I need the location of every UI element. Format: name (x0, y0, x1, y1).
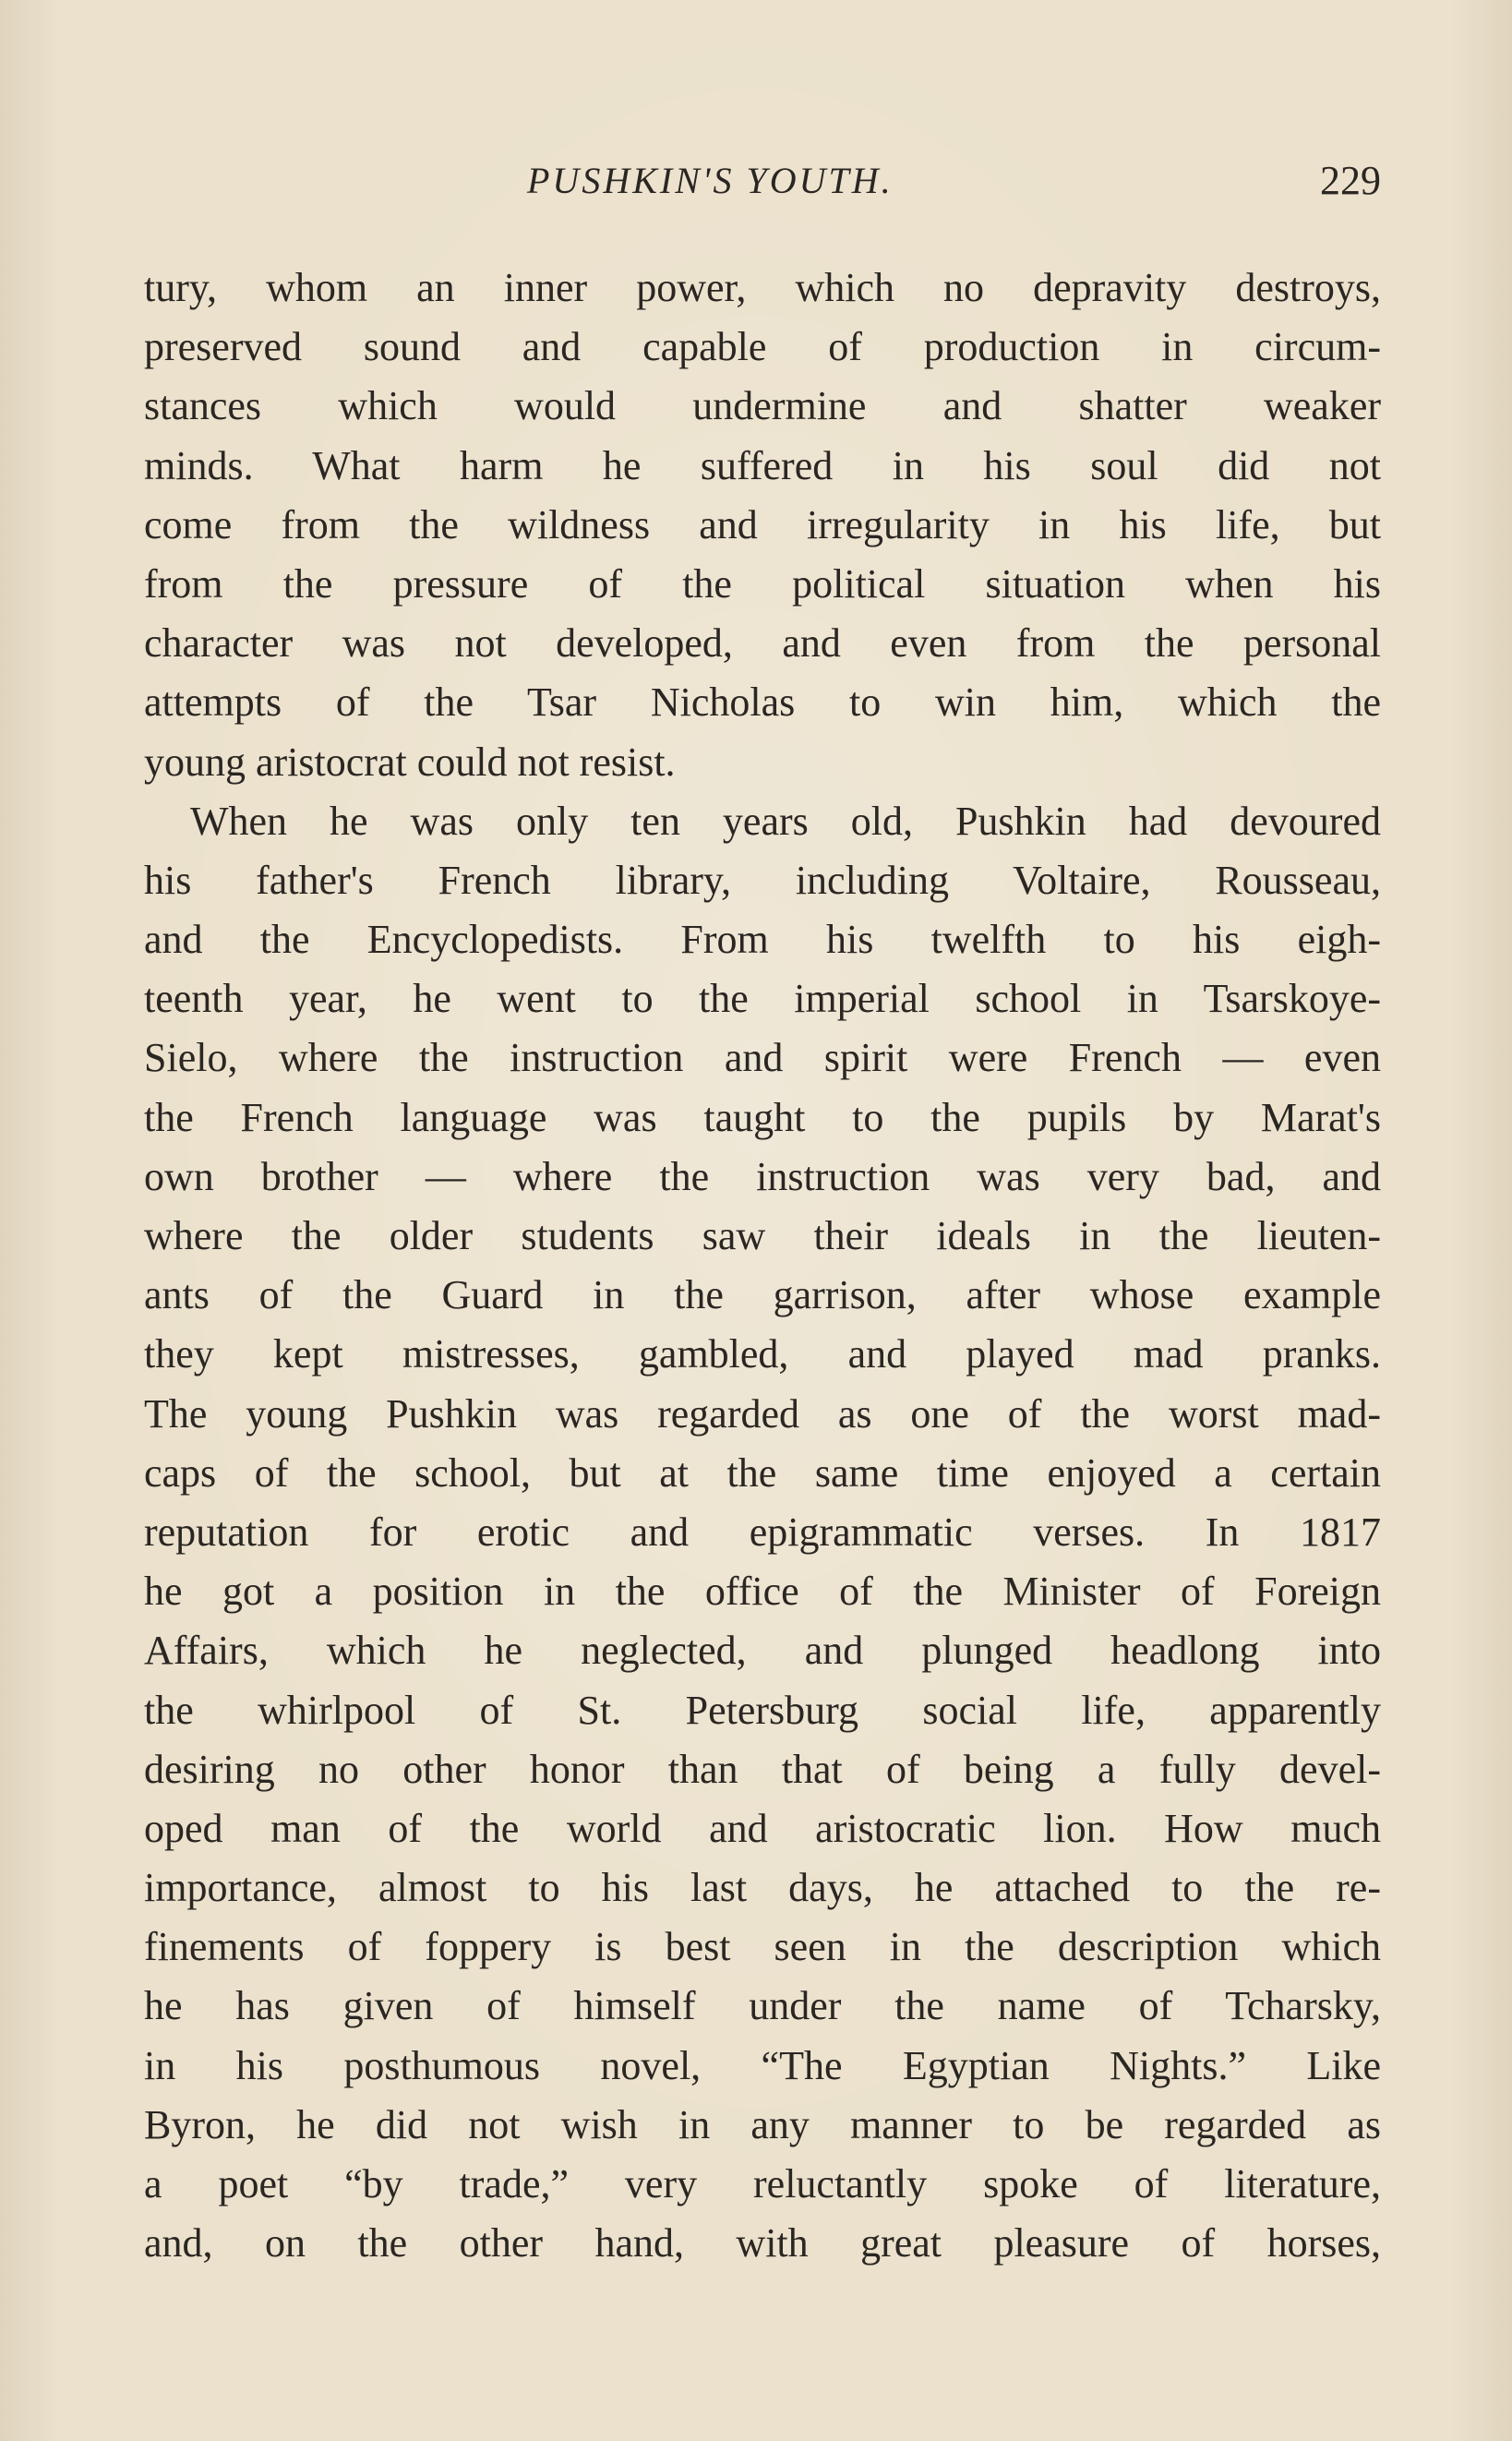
text-line: the French language was taught to the pupils by Marat's (144, 1094, 1381, 1140)
running-head (144, 153, 1381, 209)
text-line: preserved sound and capable of production in circum- (144, 324, 1381, 370)
text-line: desiring no other honor than that of being a fully devel- (144, 1746, 1381, 1792)
text-line: When he was only ten years old, Pushkin had devoured (190, 798, 1381, 844)
text-line: tury, whom an inner power, which no depravity destroys, (144, 265, 1381, 310)
text-line: from the pressure of the political situation when his (144, 560, 1381, 607)
text-line: Affairs, which he neglected, and plunged headlong into (144, 1628, 1381, 1674)
text-line: and the Encyclopedists. From his twelfth to his eigh- (144, 917, 1381, 963)
text-line: Sielo, where the instruction and spirit were French — even (144, 1035, 1381, 1081)
text-line: caps of the school, but at the same time enjoyed a certain (144, 1449, 1381, 1496)
text-line: come from the wildness and irregularity in his life, but (144, 501, 1381, 547)
text-line: importance, almost to his last days, he attached to the re- (144, 1865, 1381, 1911)
text-line: where the older students saw their ideals in the lieuten- (144, 1213, 1381, 1258)
text-line: ants of the Guard in the garrison, after whose example (144, 1272, 1381, 1318)
text-line: teenth year, he went to the imperial school in Tsarskoye- (144, 976, 1381, 1022)
text-line: the whirlpool of St. Petersburg social life, apparently (144, 1687, 1381, 1733)
running-title: PUSHKIN'S YOUTH. (527, 160, 894, 201)
page-number: 229 (1320, 158, 1381, 203)
text-line: young aristocrat could not resist. (144, 739, 676, 785)
text-line: a poet “by trade,” very reluctantly spoke of literature, (144, 2161, 1381, 2207)
text-line: stances which would undermine and shatter weaker (144, 383, 1381, 429)
text-line: Byron, he did not wish in any manner to be regarded as (144, 2101, 1381, 2147)
text-line: he has given of himself under the name of Tcharsky, (144, 1983, 1381, 2029)
text-line: in his posthumous novel, “The Egyptian Nights.” Like (144, 2042, 1381, 2088)
text-line: attempts of the Tsar Nicholas to win him, which the (144, 679, 1381, 726)
paragraph-2 (144, 792, 1381, 2274)
text-line: The young Pushkin was regarded as one of the worst mad- (144, 1390, 1381, 1437)
paragraph-1 (144, 259, 1381, 792)
text-line: he got a position in the office of the Minister of Foreign (144, 1569, 1381, 1615)
text-line: they kept mistresses, gambled, and played mad pranks. (144, 1331, 1381, 1377)
text-line: his father's French library, including Voltaire, Rousseau, (144, 857, 1381, 903)
text-line: oped man of the world and aristocratic lion. How much (144, 1805, 1381, 1851)
text-line: own brother — where the instruction was very bad, and (144, 1153, 1381, 1199)
body-text (144, 259, 1381, 2273)
text-line: finements of foppery is best seen in the description which (144, 1924, 1381, 1970)
text-line: character was not developed, and even from the personal (144, 620, 1381, 667)
text-line: and, on the other hand, with great pleasure of horses, (144, 2220, 1381, 2267)
text-line: reputation for erotic and epigrammatic verses. In 1817 (144, 1509, 1381, 1555)
text-line: minds. What harm he suffered in his soul did not (144, 442, 1381, 488)
